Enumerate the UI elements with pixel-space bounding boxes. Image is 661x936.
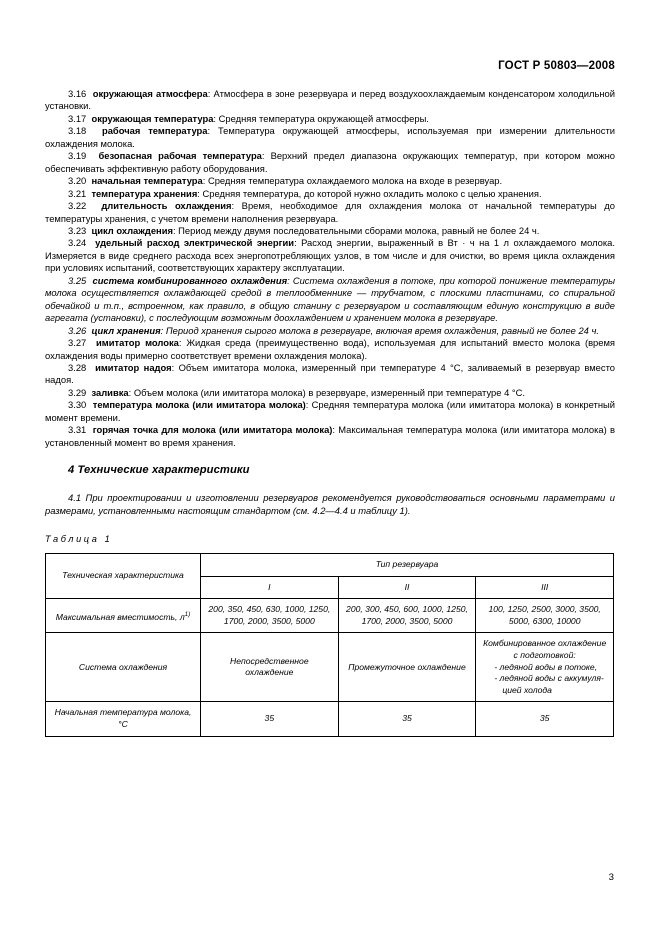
clause-text: : Средняя температура охлаждаемого молока на входе в резервуар. (202, 175, 503, 187)
row-label-initial-temp: Начальная температура молока, °С (46, 702, 201, 736)
clause-number: 3.18 (68, 125, 87, 137)
table-header-characteristic: Техническая характеристика (46, 554, 201, 599)
cell-capacity-type1: 200, 350, 450, 630, 1000, 1250, 1700, 2000, 3500, 5000 (201, 599, 339, 633)
clause-number: 3.23 (68, 224, 87, 236)
spacer (45, 476, 615, 492)
clause-3-24 (45, 237, 615, 274)
cell-cooling-type2: Промежуточное охлаждение (338, 633, 476, 702)
list-item: - ледяной воды в потоке, (494, 661, 598, 672)
clause-text: : Период хранения сырого молока в резервуаре, включая время охлаждения, равный не более 24 ч. (160, 324, 599, 336)
clause-term: длительность охлаждения (101, 200, 232, 212)
table-row (46, 633, 614, 702)
clause-number: 3.20 (68, 175, 87, 187)
clause-text: : Расход энергии, выраженный в Вт · ч на 1 л охлаждаемого молока. Измеряется в виде среднего расхода всех энергопотребляющих узлов, в том числе и для очистки, во время цикла охлаждения при условиях испытаний, соответствующих характеру эксплуатации. (45, 237, 615, 274)
clause-term: имитатор надоя (95, 361, 172, 373)
clause-term: заливка (91, 386, 129, 398)
clause-term: температура молока (или имитатора молока) (92, 399, 306, 411)
clause-text: : Верхний предел диапазона окружающих температур, при котором можно обеспечивать эффективную работу оборудования. (45, 150, 615, 174)
clause-4-1: 4.1 При проектировании и изготовлении резервуаров рекомендуется руководствоваться основными параметрами и размерами, установленными настоящим стандартом (см. 4.2—4.4 и таблицу 1). (45, 492, 615, 516)
clause-text: : Система охлаждения в потоке, при которой понижение температуры молока осуществляется охлаждающей средой в теплообменнике — трубчатом, с плоскими пластинами, со спиральной обечайкой и т.п., встроенном, как правило, в общую станину с резервуаром и составляющим единую конструкцию в виде агрегата (установки), с последующим возможным доохлаждением и хранением молока в резервуаре. (45, 274, 616, 324)
cell-capacity-type2: 200, 300, 450, 600, 1000, 1250, 1700, 2000, 3500, 5000 (338, 599, 476, 633)
cell-capacity-type3: 100, 1250, 2500, 3000, 3500, 5000, 6300, 10000 (476, 599, 614, 633)
table-row (46, 599, 614, 633)
document-body (45, 88, 615, 737)
cell-initial-temp-type1: 35 (201, 702, 339, 736)
spacer (45, 449, 615, 464)
clause-number: 3.16 (68, 88, 87, 99)
clause-3-31 (45, 424, 615, 449)
table-header-row-group (46, 554, 614, 577)
clause-3-17 (45, 113, 615, 125)
cell-cooling-type1: Непосредственное охлаждение (201, 633, 339, 702)
clause-3-21 (45, 188, 615, 200)
clause-number: 3.28 (68, 361, 87, 373)
clause-3-28 (45, 362, 615, 387)
clause-term: рабочая температура (101, 125, 208, 137)
clause-term: безопасная рабочая температура (98, 150, 262, 162)
clause-number: 3.21 (68, 187, 87, 199)
row-label-cooling-system: Система охлаждения (46, 633, 201, 702)
clause-3-20 (45, 175, 615, 187)
clause-text: : Объем молока (или имитатора молока) в резервуаре, измеренный при температуре 4 °С. (128, 386, 526, 398)
clause-3-27 (45, 337, 615, 362)
clause-term: удельный расход электрической энергии (95, 237, 295, 249)
clause-term: цикл охлаждения (91, 224, 173, 236)
clause-text: : Время, необходимое для охлаждения молока от начальной температуры до температуры хранения, с учетом времени наполнения резервуара. (45, 200, 615, 224)
clause-3-22 (45, 200, 615, 225)
cell-initial-temp-type2: 35 (338, 702, 476, 736)
clause-3-23 (45, 225, 615, 237)
clause-number: 3.17 (68, 112, 87, 124)
table-row (46, 702, 614, 736)
clause-text: : Средняя температура, до которой нужно охладить молоко с целью хранения. (197, 187, 542, 199)
clause-term: окружающая атмосфера (92, 88, 208, 99)
clause-term: горячая точка для молока (или имитатора молока) (92, 424, 333, 436)
spacer (45, 517, 615, 534)
cell-cooling-type3 (476, 633, 614, 702)
row-label-max-capacity (46, 599, 201, 633)
clause-3-25 (45, 275, 615, 325)
clause-text: : Атмосфера в зоне резервуара и перед воздухоохлаждаемым конденсатором холодильной установки. (45, 88, 615, 112)
clause-number: 3.19 (68, 150, 87, 162)
clause-term: имитатор молока (96, 337, 179, 349)
clause-number: 3.22 (68, 200, 87, 212)
table-header-type-2: II (338, 576, 476, 599)
cell-initial-temp-type3: 35 (476, 702, 614, 736)
clause-text: : Объем имитатора молока, измеренный при температуре 4 °С, заливаемый в резервуар вместо надоя. (45, 361, 615, 386)
clause-3-26 (45, 325, 615, 337)
list-item: - ледяной воды с аккумуляцией холода (494, 673, 604, 695)
table-caption: Таблица 1 (45, 534, 113, 545)
clause-text: : Средняя температура окружающей атмосферы. (213, 112, 429, 124)
section-heading-4: 4 Технические характеристики (68, 464, 250, 477)
row-label-text: Максимальная вместимость, л (55, 611, 185, 622)
clause-text: : Температура окружающей атмосферы, используемая при измерении длительности охлаждения молока. (45, 125, 615, 149)
clause-term: окружающая температура (91, 112, 214, 124)
specifications-table (45, 553, 614, 737)
table-header-type-3: III (476, 576, 614, 599)
clause-3-18 (45, 125, 615, 150)
footnote-marker: 1) (184, 610, 191, 618)
clause-number: 3.27 (68, 337, 87, 349)
clause-number: 3.24 (68, 237, 87, 249)
clause-3-16 (45, 88, 615, 113)
clause-number: 3.25 (68, 274, 87, 286)
clause-number: 3.29 (68, 386, 87, 398)
table-header-reservoir-type: Тип резервуара (201, 554, 614, 577)
clause-text: : Жидкая среда (преимущественно вода), используемая для испытаний вместо молока (время охлаждения воды примерно соответствует времени охлаждения молока). (45, 337, 615, 361)
cooling-type3-list (480, 662, 609, 697)
clause-number: 3.30 (68, 399, 87, 411)
clause-text: : Средняя температура молока (или имитатора молока) в конкретный момент времени. (45, 399, 615, 423)
clause-3-30 (45, 399, 615, 424)
clause-text: : Максимальная температура молока (или имитатора молока) в установленный момент во время хранения. (45, 424, 615, 448)
table-header-type-1: I (201, 576, 339, 599)
clause-number: 3.26 (68, 324, 87, 336)
clause-term: цикл хранения (91, 324, 161, 336)
cooling-type3-main: Комбинированное охлаждение с подготовкой: (483, 638, 607, 661)
page-header-standard-number: ГОСТ Р 50803—2008 (498, 60, 615, 72)
clause-term: начальная температура (91, 175, 203, 187)
clause-term: температура хранения (91, 187, 198, 199)
clause-number: 3.31 (68, 424, 87, 436)
page-number: 3 (608, 872, 614, 883)
clause-term: система комбинированного охлаждения (92, 274, 288, 286)
clause-text: : Период между двумя последовательными сборами молока, равный не более 24 ч. (172, 224, 540, 236)
clause-3-29 (45, 387, 615, 399)
clause-3-19 (45, 150, 615, 175)
spacer (45, 544, 615, 553)
